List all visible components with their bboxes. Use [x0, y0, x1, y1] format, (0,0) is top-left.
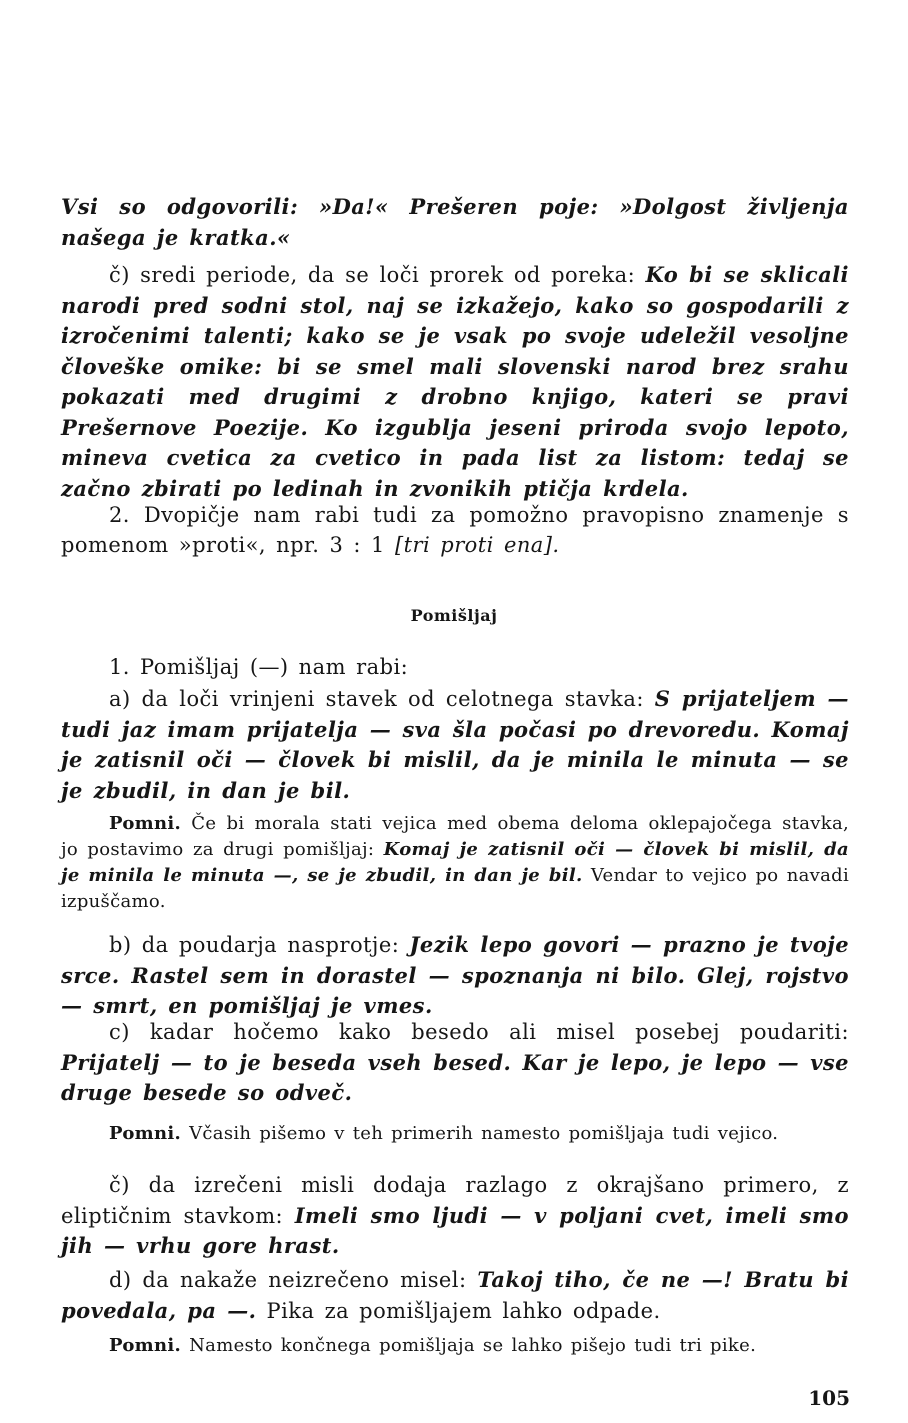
note-text: Včasih pišemo v teh primerih namesto pomišljaja tudi vejico.	[181, 1123, 779, 1144]
rule-text: Pika za pomišljajem lahko odpade.	[256, 1298, 661, 1323]
paragraph-rule-1	[61, 653, 849, 683]
example-text: Imeli smo ljudi — v poljani cvet, imeli smo jih — vrhu gore hrast.	[61, 1202, 849, 1258]
note-text: Vendar to vejico po navadi izpuščamo.	[61, 865, 849, 912]
example-text: Ko bi se sklicali narodi pred sodni stol, naj se izkažejo, kako so gospodarili z izročenimi talenti; kako se je vsak po svoje udeležil vesoljne človeške omike: bi se smel mali slovenski narod brez srahu pokazati med drugimi z drobno knjigo, kateri se pravi Prešernove Poezije. Ko izgublja jeseni priroda svojo lepoto, mineva cvetica za cvetico in pada list za listom: tedaj se začno zbirati po ledinah in zvonikih ptičja krdela.	[61, 262, 849, 501]
note-label: Pomni.	[109, 813, 182, 834]
example-text: Prijatelj — to je beseda vseh besed. Kar je lepo, je lepo — vse druge besede so odveč.	[61, 1049, 849, 1105]
note-paragraph	[61, 1121, 849, 1147]
paragraph-rule-c-hacek-2	[61, 1171, 849, 1262]
example-text: Vsi so odgovorili: »Da!« Prešeren poje: »Dolgost življenja našega je kratka.«	[61, 194, 849, 250]
rule-text: č) da izrečeni misli dodaja razlago z okrajšano primero, z eliptičnim stavkom:	[61, 1173, 849, 1228]
example-text: S prijateljem — tudi jaz imam prijatelja — sva šla počasi po drevoredu. Komaj je zatisnil oči — človek bi mislil, da je minila le minuta — se je zbudil, in dan je bil.	[61, 686, 849, 803]
note-text: Če bi morala stati vejica med obema deloma oklepajočega stavka, jo postavimo za drugi pomišljaj:	[61, 813, 849, 860]
rule-text: č) sredi periode, da se loči prorek od poreka:	[109, 263, 646, 287]
example-text: Takoj tiho, če ne —! Bratu bi povedala, pa —.	[61, 1267, 850, 1323]
note-text: Namesto končnega pomišljaja se lahko pišejo tudi tri pike.	[181, 1335, 757, 1356]
example-text: Jezik lepo govori — prazno je tvoje srce. Rastel sem in dorastel — spoznanja ni bilo. Glej, rojstvo — smrt, en pomišljaj je vmes.	[61, 932, 850, 1018]
paragraph-rule-2	[61, 501, 849, 560]
paragraph-rule-d	[61, 1265, 849, 1326]
paragraph-quote-example	[61, 192, 849, 253]
rule-text: 1. Pomišljaj (—) nam rabi:	[109, 655, 409, 679]
example-text: [tri proti ena].	[394, 532, 560, 557]
paragraph-rule-c-hacek	[61, 260, 849, 504]
rule-text: 2. Dvopičje nam rabi tudi za pomožno pravopisno znamenje s pomenom »proti«, npr. 3 : 1	[61, 503, 849, 557]
rule-text: c) kadar hočemo kako besedo ali misel posebej poudariti:	[109, 1020, 849, 1044]
paragraph-rule-a	[61, 684, 849, 806]
example-text: Komaj je zatisnil oči — človek bi mislil, da je minila le minuta —, se je zbudil, in dan je bil.	[61, 839, 849, 886]
note-label: Pomni.	[109, 1335, 182, 1356]
note-paragraph	[61, 811, 849, 915]
note-paragraph	[61, 1333, 849, 1359]
note-label: Pomni.	[109, 1123, 182, 1144]
paragraph-rule-c	[61, 1018, 849, 1109]
page-number: 105	[808, 1386, 850, 1410]
rule-text: d) da nakaže neizrečeno misel:	[109, 1268, 478, 1292]
section-heading: Pomišljaj	[410, 606, 498, 625]
rule-text: a) da loči vrinjeni stavek od celotnega stavka:	[109, 687, 655, 711]
rule-text: b) da poudarja nasprotje:	[109, 933, 410, 957]
paragraph-rule-b	[61, 930, 849, 1022]
